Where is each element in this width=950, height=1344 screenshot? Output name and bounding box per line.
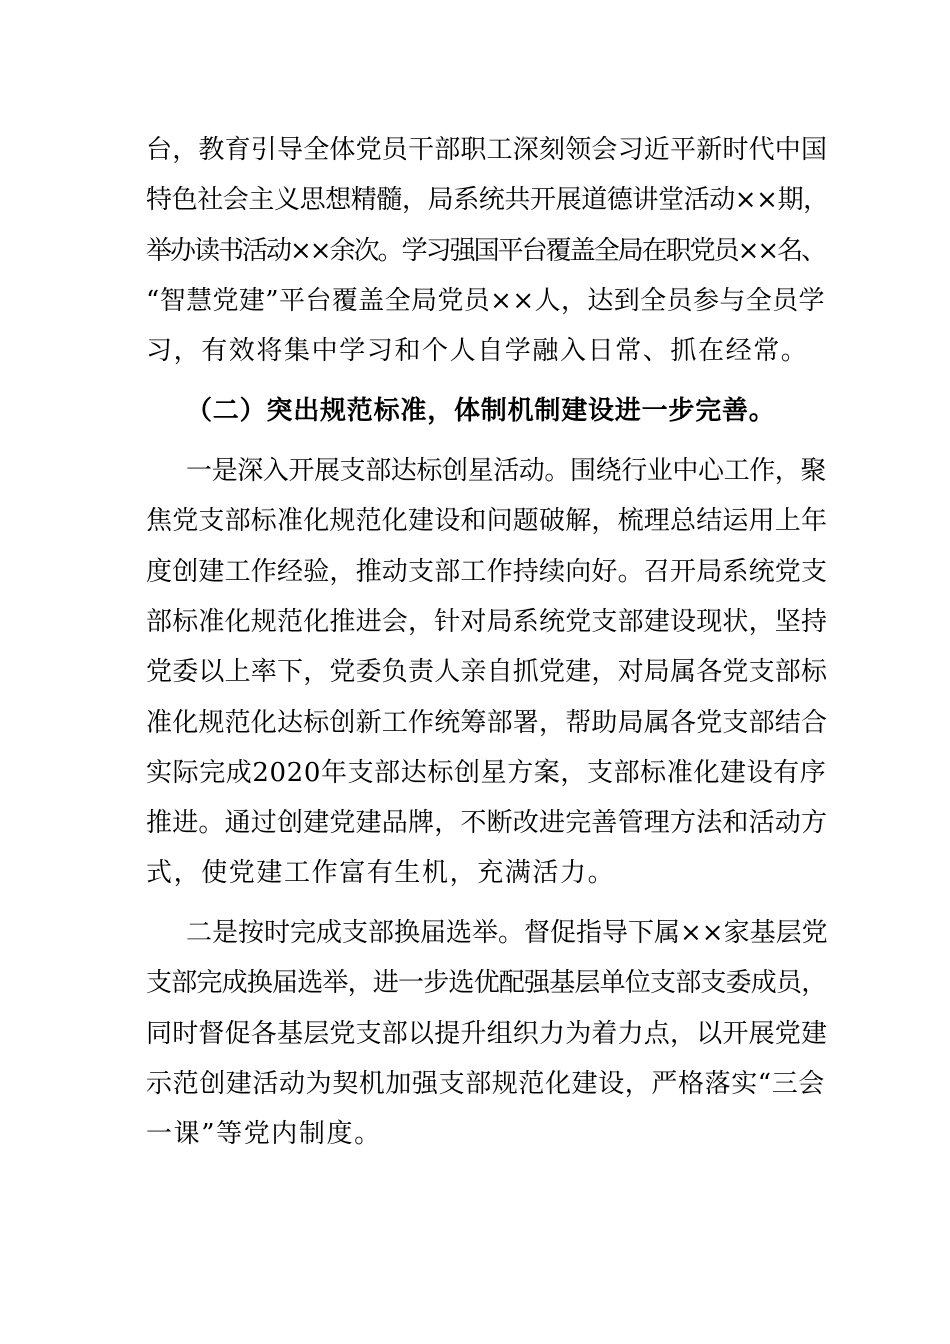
paragraph-3-line-4: 示范创建活动为契机加强支部规范化建设，严格落实“三会 xyxy=(146,1069,825,1099)
paragraph-3-line-3: 同时督促各基层党支部以提升组织力为着力点，以开展党建 xyxy=(146,1019,828,1049)
paragraph-2-line-4: 部标准化规范化推进会，针对局系统党支部建设现状，坚持 xyxy=(146,607,828,637)
paragraph-2-line-8: 推进。通过创建党建品牌，不断改进完善管理方法和活动方 xyxy=(146,808,828,838)
paragraph-2-line-6: 准化规范化达标创新工作统筹部署，帮助局属各党支部结合 xyxy=(146,708,828,738)
paragraph-2-line-2: 焦党支部标准化规范化建设和问题破解，梳理总结运用上年 xyxy=(146,506,828,536)
paragraph-3-line-2: 支部完成换届选举，进一步选优配强基层单位支部支委成员， xyxy=(146,968,827,998)
paragraph-1-line-4: “智慧党建”平台覆盖全局党员××人，达到全员参与全员学 xyxy=(146,286,825,316)
paragraph-1-line-2: 特色社会主义思想精髓，局系统共开展道德讲堂活动××期， xyxy=(146,185,829,215)
paragraph-2-line-5: 党委以上率下，党委负责人亲自抓党建，对局属各党支部标 xyxy=(146,657,828,687)
paragraph-2-line-9: 式，使党建工作富有生机，充满活力。 xyxy=(146,858,616,888)
paragraph-3-line-5: 一课”等党内制度。 xyxy=(146,1119,382,1149)
paragraph-2-line-3: 度创建工作经验，推动支部工作持续向好。召开局系统党支 xyxy=(146,557,828,587)
paragraph-1-line-5: 习，有效将集中学习和个人自学融入日常、抓在经常。 xyxy=(146,336,809,366)
section-heading: （二）突出规范标准，体制机制建设进一步完善。 xyxy=(186,396,776,426)
paragraph-1-line-3: 举办读书活动××余次。学习强国平台覆盖全局在职党员××名、 xyxy=(146,236,826,266)
paragraph-3-line-1: 二是按时完成支部换届选举。督促指导下属××家基层党 xyxy=(186,918,828,948)
paragraph-2-line-1: 一是深入开展支部达标创星活动。围绕行业中心工作，聚 xyxy=(186,456,827,486)
paragraph-1-line-1: 台，教育引导全体党员干部职工深刻领会习近平新时代中国 xyxy=(146,135,828,165)
paragraph-2-line-7: 实际完成2020年支部达标创星方案，支部标准化建设有序 xyxy=(146,758,827,788)
